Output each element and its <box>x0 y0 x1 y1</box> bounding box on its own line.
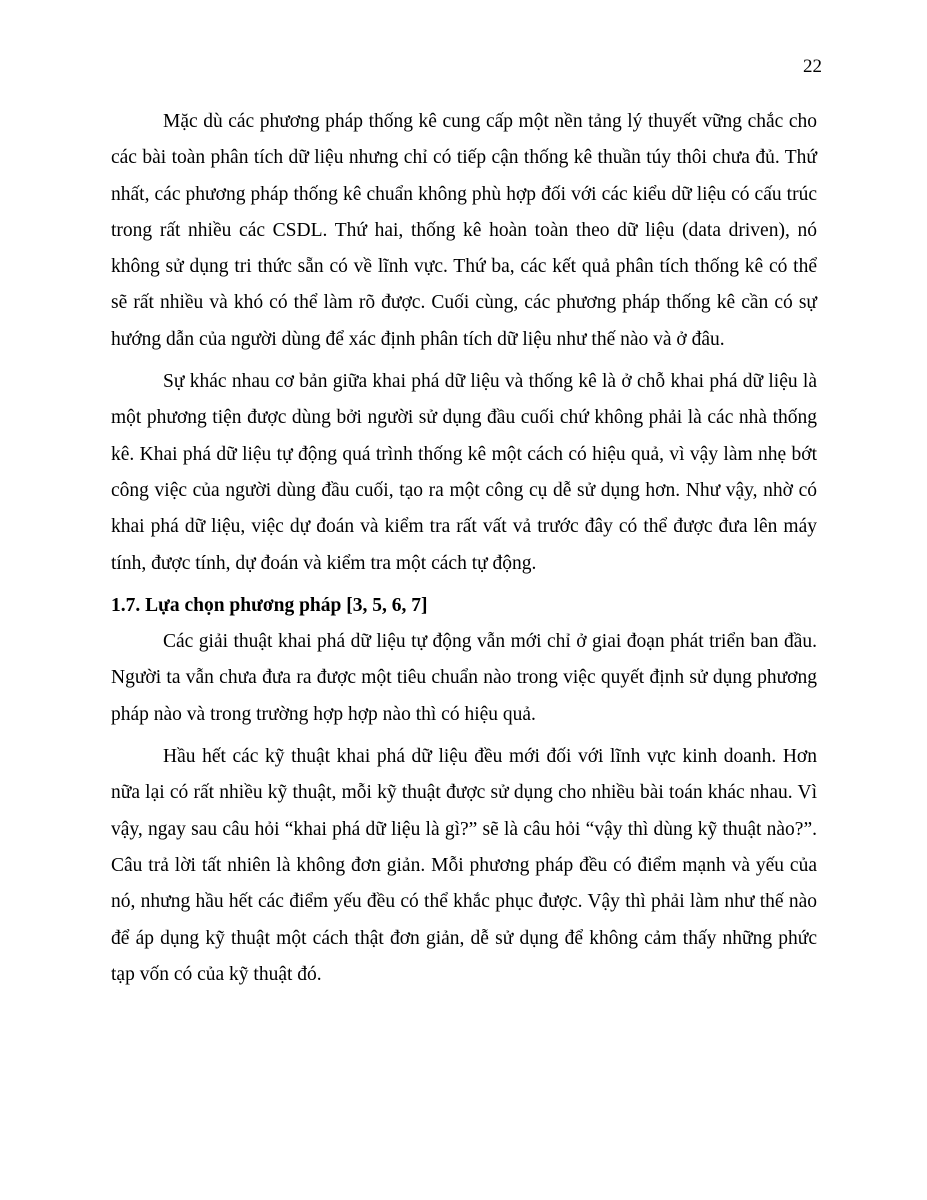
paragraph-statistics-limitations: Mặc dù các phương pháp thống kê cung cấp một nền tảng lý thuyết vững chắc cho các bài toàn phân tích dữ liệu nhưng chỉ có tiếp cận thống kê thuần túy thôi chưa đủ. Thứ nhất, các phương pháp thống kê chuẩn không phù hợp đối với các kiểu dữ liệu có cấu trúc trong rất nhiều các CSDL. Thứ hai, thống kê hoàn toàn theo dữ liệu (data driven), nó không sử dụng tri thức sẵn có về lĩnh vực. Thứ ba, các kết quả phân tích thống kê có thể sẽ rất nhiều và khó có thể làm rõ được. Cuối cùng, các phương pháp thống kê cần có sự hướng dẫn của người dùng để xác định phân tích dữ liệu như thế nào và ở đâu. <box>111 111 817 350</box>
section-heading: 1.7. Lựa chọn phương pháp [3, 5, 6, 7] <box>111 594 428 616</box>
page-number: 22 <box>803 56 822 77</box>
paragraph-algorithms-early-stage: Các giải thuật khai phá dữ liệu tự động vẫn mới chỉ ở giai đoạn phát triển ban đầu. Người ta vẫn chưa đưa ra được một tiêu chuẩn nào trong việc quyết định sử dụng phương pháp nào và trong trường hợp hợp nào thì có hiệu quả. <box>111 631 817 725</box>
paragraph-data-mining-vs-statistics: Sự khác nhau cơ bản giữa khai phá dữ liệu và thống kê là ở chỗ khai phá dữ liệu là một phương tiện được dùng bởi người sử dụng đầu cuối chứ không phải là các nhà thống kê. Khai phá dữ liệu tự động quá trình thống kê một cách có hiệu quả, vì vậy làm nhẹ bớt công việc của người dùng đầu cuối, tạo ra một công cụ dễ sử dụng hơn. Như vậy, nhờ có khai phá dữ liệu, việc dự đoán và kiểm tra rất vất vả trước đây có thể được đưa lên máy tính, được tính, dự đoán và kiểm tra một cách tự động. <box>111 371 817 574</box>
paragraph-choosing-technique: Hầu hết các kỹ thuật khai phá dữ liệu đều mới đối với lĩnh vực kinh doanh. Hơn nữa lại có rất nhiều kỹ thuật, mỗi kỹ thuật được sử dụng cho nhiều bài toán khác nhau. Vì vậy, ngay sau câu hỏi “khai phá dữ liệu là gì?” sẽ là câu hỏi “vậy thì dùng kỹ thuật nào?”. Câu trả lời tất nhiên là không đơn giản. Mỗi phương pháp đều có điểm mạnh và yếu của nó, nhưng hầu hết các điểm yếu đều có thể khắc phục được. Vậy thì phải làm như thế nào để áp dụng kỹ thuật một cách thật đơn giản, dễ sử dụng để không cảm thấy những phức tạp vốn có của kỹ thuật đó. <box>111 746 817 985</box>
document-body <box>111 104 817 993</box>
